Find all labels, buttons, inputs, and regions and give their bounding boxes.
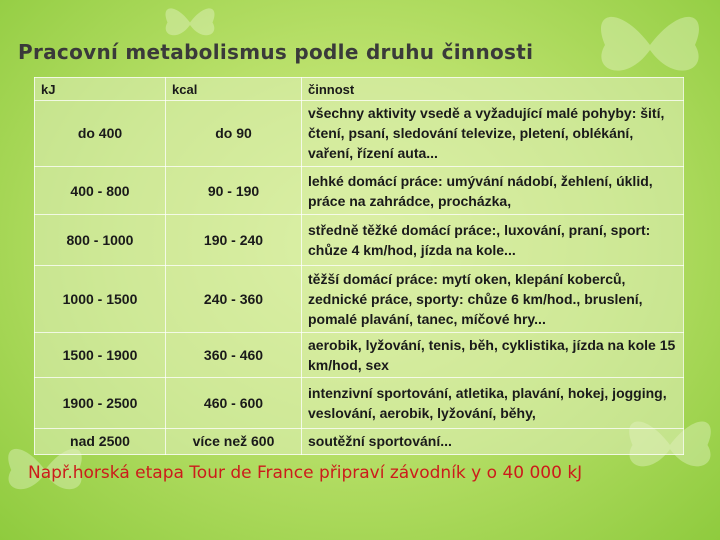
cell-kj: 1900 - 2500 — [35, 378, 166, 429]
cell-activity: lehké domácí práce: umývání nádobí, žehlení, úklid, práce na zahrádce, procházka, — [302, 166, 684, 215]
table-row — [35, 215, 684, 266]
table-header-row — [35, 78, 684, 101]
cell-kcal: 190 - 240 — [166, 215, 302, 266]
cell-kj: 1000 - 1500 — [35, 265, 166, 332]
table-row — [35, 378, 684, 429]
cell-kj: 1500 - 1900 — [35, 332, 166, 378]
table-row — [35, 101, 684, 167]
cell-kcal: 360 - 460 — [166, 332, 302, 378]
table-row — [35, 166, 684, 215]
cell-activity: soutěžní sportování... — [302, 428, 684, 454]
cell-activity: všechny aktivity vsedě a vyžadující malé pohyby: šití, čtení, psaní, sledování televize, pletení, oblékání, vaření, řízení auta... — [302, 101, 684, 167]
header-kcal: kcal — [166, 78, 302, 101]
cell-kcal: 460 - 600 — [166, 378, 302, 429]
cell-activity: aerobik, lyžování, tenis, běh, cyklistika, jízda na kole 15 km/hod, sex — [302, 332, 684, 378]
cell-kcal: 240 - 360 — [166, 265, 302, 332]
butterfly-decoration-icon — [150, 0, 230, 45]
table-row — [35, 332, 684, 378]
header-kj: kJ — [35, 78, 166, 101]
table-row — [35, 428, 684, 454]
slide-title: Pracovní metabolismus podle druhu činnosti — [18, 40, 534, 64]
metabolism-table — [34, 77, 683, 455]
cell-kcal: více než 600 — [166, 428, 302, 454]
metabolism-table-grid — [34, 77, 684, 455]
cell-kj: do 400 — [35, 101, 166, 167]
cell-activity: intenzivní sportování, atletika, plavání, hokej, jogging, veslování, aerobik, lyžování, běhy, — [302, 378, 684, 429]
header-activity: činnost — [302, 78, 684, 101]
cell-kcal: do 90 — [166, 101, 302, 167]
tour-de-france-note: Např.horská etapa Tour de France připraví závodník y o 40 000 kJ — [28, 463, 583, 483]
cell-activity: těžší domácí práce: mytí oken, klepání koberců, zednické práce, sporty: chůze 6 km/hod., bruslení, pomalé plavání, tanec, míčové hry... — [302, 265, 684, 332]
cell-kj: nad 2500 — [35, 428, 166, 454]
cell-activity: středně těžké domácí práce:, luxování, praní, sport: chůze 4 km/hod, jízda na kole... — [302, 215, 684, 266]
cell-kj: 800 - 1000 — [35, 215, 166, 266]
table-row — [35, 265, 684, 332]
cell-kj: 400 - 800 — [35, 166, 166, 215]
cell-kcal: 90 - 190 — [166, 166, 302, 215]
